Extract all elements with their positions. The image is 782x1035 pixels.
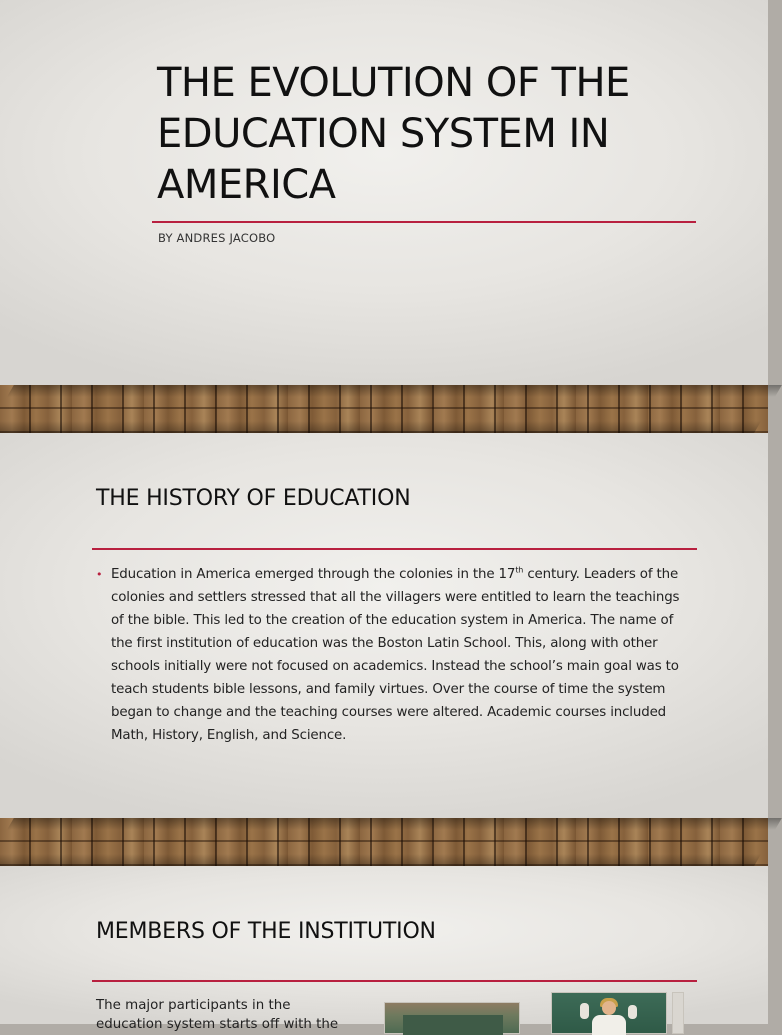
- heading-divider: [92, 548, 697, 550]
- members-slide: [0, 866, 768, 1032]
- history-slide: [0, 433, 768, 818]
- bullet-icon: •: [96, 568, 103, 581]
- bullet-text: [111, 563, 696, 747]
- bullet-text-part: century. Leaders of the colonies and settlers stressed that all the villagers were entitled to learn the teachings of the bible. This led to the creation of the education system in America. The name of the first institution of education was the Boston Latin School. This, along with other schools initially were not focused on academics. Instead the school’s main goal was to teach students bible lessons, and family virtues. Over the course of time the system began to change and the teaching courses were altered. Academic courses included Math, History, English, and Science.: [111, 567, 680, 743]
- teacher-photo: [551, 992, 667, 1034]
- presentation-title: THE EVOLUTION OF THE EDUCATION SYSTEM IN AMERICA: [157, 60, 630, 208]
- teacher-figure-image: [592, 1015, 626, 1035]
- classroom-photo: [384, 1002, 520, 1034]
- slide-heading: MEMBERS OF THE INSTITUTION: [96, 919, 436, 944]
- wood-floor-divider: [0, 818, 768, 866]
- wood-floor-divider: [0, 385, 768, 433]
- author-byline: BY ANDRES JACOBO: [158, 231, 276, 245]
- heading-divider: [92, 980, 697, 982]
- title-divider: [152, 221, 696, 223]
- raised-hand-image: [628, 1005, 637, 1019]
- slide-heading: THE HISTORY OF EDUCATION: [96, 486, 411, 511]
- ordinal-suffix: th: [515, 565, 524, 575]
- raised-hand-image: [580, 1003, 589, 1019]
- bullet-list-item: [96, 563, 696, 747]
- slide-body-text: The major participants in the education system starts off with the: [96, 998, 339, 1032]
- title-slide: [0, 0, 768, 385]
- bullet-text-part: Education in America emerged through the colonies in the 17: [111, 567, 516, 582]
- partial-photo: [672, 992, 684, 1034]
- teacher-face-image: [602, 1001, 616, 1015]
- chalkboard-image: [403, 1015, 503, 1035]
